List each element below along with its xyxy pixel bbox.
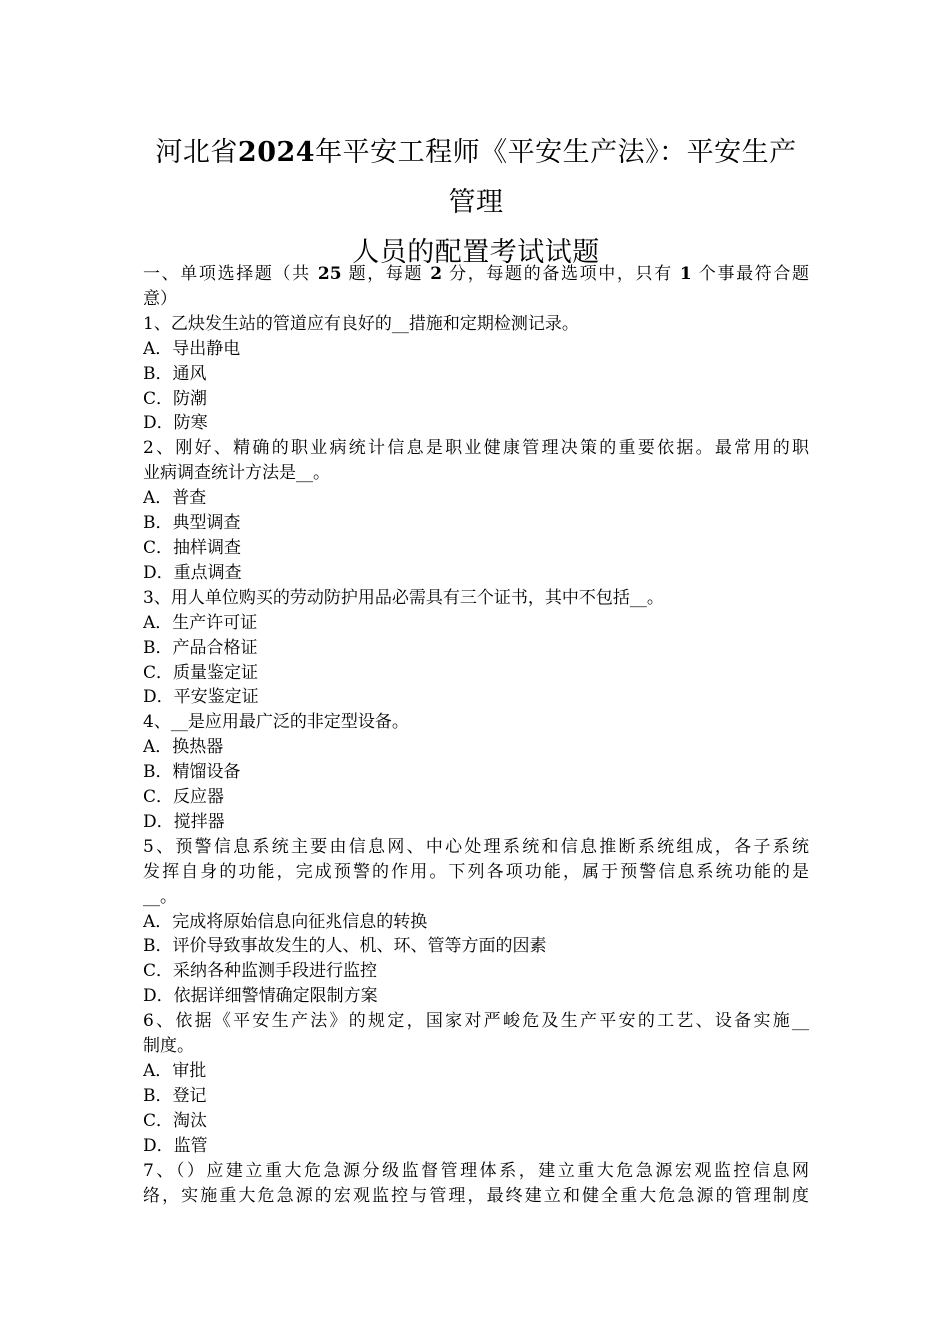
heading-part: 一、单项选择题（共 <box>143 264 318 284</box>
answer-option: A．换热器 <box>143 737 224 758</box>
document-title <box>143 128 809 278</box>
answer-option: A．普查 <box>143 488 207 509</box>
question-text: 制度。 <box>143 1036 194 1057</box>
title-line-1 <box>143 128 809 228</box>
heading-part: 个事最符合题 <box>691 264 809 284</box>
question-count: 25 <box>317 264 342 284</box>
answer-option: C．采纳各种监测手段进行监控 <box>143 961 378 982</box>
answer-option: B．典型调查 <box>143 513 241 534</box>
answer-option: B．精馏设备 <box>143 762 241 783</box>
question-text: __。 <box>143 886 177 907</box>
question-text: 业病调查统计方法是__。 <box>143 463 330 484</box>
answer-option: D．平安鉴定证 <box>143 687 259 708</box>
answer-option: D．搅拌器 <box>143 811 225 832</box>
answer-option: C．反应器 <box>143 787 225 808</box>
answer-option: B．登记 <box>143 1085 207 1106</box>
question-text: 3、用人单位购买的劳动防护用品必需具有三个证书，其中不包括__。 <box>143 587 664 608</box>
title-suffix: 年平安工程师《平安生产法》：平安生产管理 <box>315 137 797 218</box>
section-heading-cont: 意） <box>143 288 177 309</box>
answer-option: B．通风 <box>143 363 207 384</box>
question-text: 7、（）应建立重大危急源分级监督管理体系，建立重大危急源宏观监控信息网 <box>143 1160 809 1181</box>
answer-option: B．评价导致事故发生的人、机、环、管等方面的因素 <box>143 936 547 957</box>
answer-option: A．导出静电 <box>143 338 241 359</box>
answer-option: B．产品合格证 <box>143 637 258 658</box>
question-text: 络，实施重大危急源的宏观监控与管理，最终建立和健全重大危急源的管理制度 <box>143 1185 809 1206</box>
question-text: 4、__是应用最广泛的非定型设备。 <box>143 712 409 733</box>
question-text: 2、刚好、精确的职业病统计信息是职业健康管理决策的重要依据。最常用的职 <box>143 438 809 459</box>
answer-count: 1 <box>679 264 692 284</box>
title-line-2: 人员的配置考试试题 <box>352 237 600 268</box>
answer-option: D．依据详细警情确定限制方案 <box>143 986 378 1007</box>
title-year: 2024 <box>237 137 316 168</box>
answer-option: C．质量鉴定证 <box>143 662 259 683</box>
document-body <box>143 262 809 1208</box>
question-text: 发挥自身的功能，完成预警的作用。下列各项功能，属于预警信息系统功能的是 <box>143 861 809 882</box>
answer-option: D．重点调查 <box>143 562 242 583</box>
answer-option: C．抽样调查 <box>143 537 242 558</box>
heading-part: 分，每题的备选项中，只有 <box>442 264 680 284</box>
section-heading <box>143 262 809 287</box>
answer-option: D．防寒 <box>143 413 208 434</box>
question-list <box>143 312 809 1209</box>
answer-option: C．淘汰 <box>143 1110 208 1131</box>
heading-part: 题，每题 <box>341 264 431 284</box>
answer-option: C．防潮 <box>143 388 208 409</box>
answer-option: A．审批 <box>143 1061 207 1081</box>
answer-option: D．监管 <box>143 1135 208 1156</box>
question-score: 2 <box>430 264 443 284</box>
answer-option: A．完成将原始信息向征兆信息的转换 <box>143 911 428 932</box>
question-text: 1、乙炔发生站的管道应有良好的__措施和定期检测记录。 <box>143 313 579 334</box>
answer-option: A．生产许可证 <box>143 612 258 633</box>
question-text: 5、预警信息系统主要由信息网、中心处理系统和信息推断系统组成，各子系统 <box>143 836 809 857</box>
title-prefix: 河北省 <box>155 137 238 168</box>
question-text: 6、依据《平安生产法》的规定，国家对严峻危及生产平安的工艺、设备实施__ <box>143 1011 809 1032</box>
